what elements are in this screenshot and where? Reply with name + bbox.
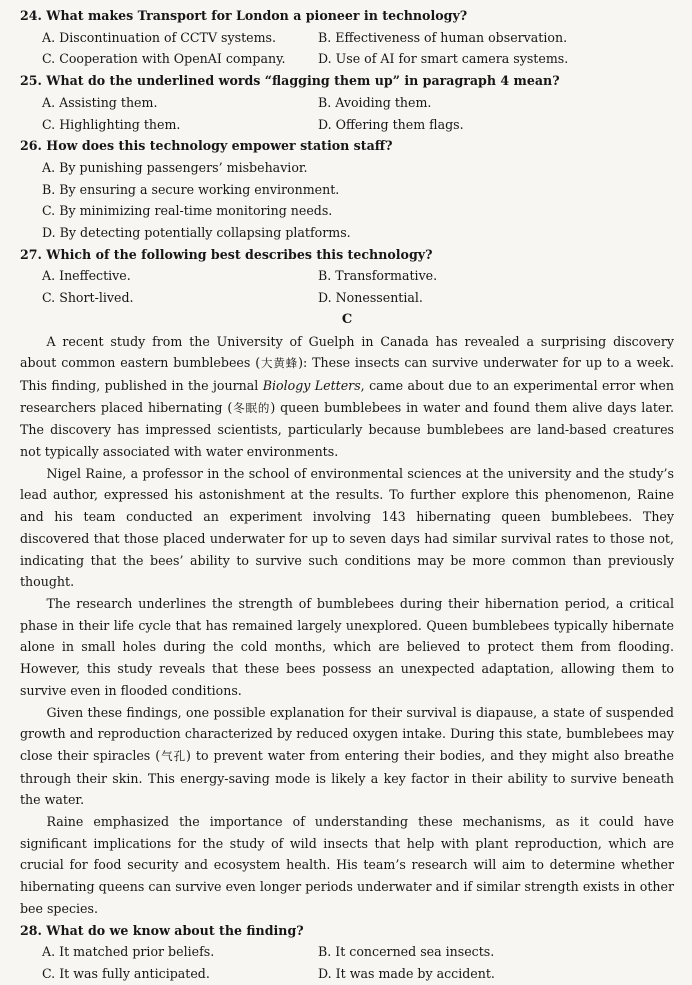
question-25-option-c: C. Highlighting them. bbox=[42, 116, 181, 132]
question-24-option-c: C. Cooperation with OpenAI company. bbox=[42, 51, 286, 67]
question-27-option-a: A. Ineffective. bbox=[42, 268, 131, 284]
paragraph-4-part-a: Given these findings, one possible explanation for their survival is diapause, a state of suspended growth and reproduction characterized by reduced oxygen intake. During this state, bumblebees may close their spiracles ( bbox=[20, 704, 674, 763]
question-24-option-b: B. Effectiveness of human observation. bbox=[318, 29, 568, 45]
question-27-option-c: C. Short-lived. bbox=[42, 290, 134, 306]
question-24-options-row-2 bbox=[20, 48, 674, 70]
paragraph-1-part-a: A recent study from the University of Guelph in Canada has revealed a surprising discovery about common eastern bumblebees ( bbox=[20, 333, 674, 371]
question-27-option-d: D. Nonessential. bbox=[318, 290, 423, 306]
paragraph-1-part-b: ): These insects can survive underwater for up to a week. This finding, published in the journal bbox=[20, 355, 674, 393]
question-25-options-row-1 bbox=[20, 92, 674, 114]
question-28-options-row-1 bbox=[20, 941, 674, 963]
passage-paragraph-3: The research underlines the strength of bumblebees during their hibernation period, a critical phase in their life cycle that has remained largely unexplored. Queen bumblebees typically hibernate alone in small holes during the cold months, which are believed to protect them from flooding. However, this study reveals that these bees possess an unexpected adaptation, allowing them to survive even in flooded conditions. bbox=[20, 595, 674, 698]
question-24-options-row-1 bbox=[20, 27, 674, 49]
question-25-option-a: A. Assisting them. bbox=[42, 94, 158, 110]
question-26-option-c: C. By minimizing real-time monitoring needs. bbox=[42, 203, 333, 219]
question-28-options-row-2 bbox=[20, 963, 674, 985]
paragraph-1-part-c: , came about due to an experimental error when researchers placed hibernating ( bbox=[20, 377, 674, 415]
paragraph-1-part-d: ) queen bumblebees in water and found them alive days later. The discovery has impressed scientists, particularly because bumblebees are land-based creatures not typically associated with water environments. bbox=[20, 399, 674, 460]
question-28-stem: 28. What do we know about the finding? bbox=[20, 922, 304, 938]
passage-paragraph-5: Raine emphasized the importance of understanding these mechanisms, as it could have significant implications for the study of wild insects that help with plant reproduction, which are crucial for food security and ecosystem health. His team’s research will aim to determine whether hibernating queens can survive even longer periods underwater and if similar strength exists in other bee species. bbox=[20, 814, 674, 916]
question-26-option-a: A. By punishing passengers’ misbehavior. bbox=[42, 159, 308, 175]
question-26-stem: 26. How does this technology empower station staff? bbox=[20, 138, 393, 154]
question-24-option-d: D. Use of AI for smart camera systems. bbox=[318, 51, 569, 67]
question-25-option-b: B. Avoiding them. bbox=[318, 94, 432, 110]
question-28-option-b: B. It concerned sea insects. bbox=[318, 944, 495, 960]
question-27-options-row-1 bbox=[20, 265, 674, 287]
question-26-option-d: D. By detecting potentially collapsing platforms. bbox=[42, 225, 351, 241]
gloss-spiracles: 气孔 bbox=[160, 748, 187, 763]
question-25-option-d: D. Offering them flags. bbox=[318, 116, 464, 132]
passage-paragraph-2: Nigel Raine, a professor in the school of environmental sciences at the university and the study’s lead author, expressed his astonishment at the results. To further explore this phenomenon, Raine and his team conducted an experiment involving 143 hibernating queen bumblebees. They discovered that those placed underwater for up to seven days had similar survival rates to those not, indicating that the bees’ ability to survive such conditions may be more common than previously thought. bbox=[20, 465, 674, 590]
passage-paragraph-4 bbox=[20, 702, 674, 812]
question-27-option-b: B. Transformative. bbox=[318, 268, 438, 284]
journal-title: Biology Letters bbox=[262, 377, 361, 393]
gloss-bumblebee: 大黄蜂 bbox=[260, 356, 299, 371]
question-28-option-d: D. It was made by accident. bbox=[318, 965, 495, 981]
section-c-heading: C bbox=[341, 311, 353, 327]
question-25-stem: 25. What do the underlined words “flagging them up” in paragraph 4 mean? bbox=[20, 73, 560, 89]
question-25-options-row-2 bbox=[20, 114, 674, 136]
question-27-stem: 27. Which of the following best describes this technology? bbox=[20, 246, 433, 262]
question-28-option-a: A. It matched prior beliefs. bbox=[42, 944, 215, 960]
question-28-option-c: C. It was fully anticipated. bbox=[42, 965, 210, 981]
question-24-option-a: A. Discontinuation of CCTV systems. bbox=[42, 29, 277, 45]
gloss-hibernating: 冬眠的 bbox=[232, 400, 271, 415]
question-26-option-b: B. By ensuring a secure working environment. bbox=[42, 181, 340, 197]
question-24-stem: 24. What makes Transport for London a pioneer in technology? bbox=[20, 8, 468, 23]
paragraph-4-part-b: ) to prevent water from entering their bodies, and they might also breathe through their skin. This energy-saving mode is likely a key factor in their ability to survive beneath the water. bbox=[20, 747, 674, 808]
question-27-options-row-2 bbox=[20, 287, 674, 309]
passage-paragraph-1 bbox=[20, 331, 674, 463]
